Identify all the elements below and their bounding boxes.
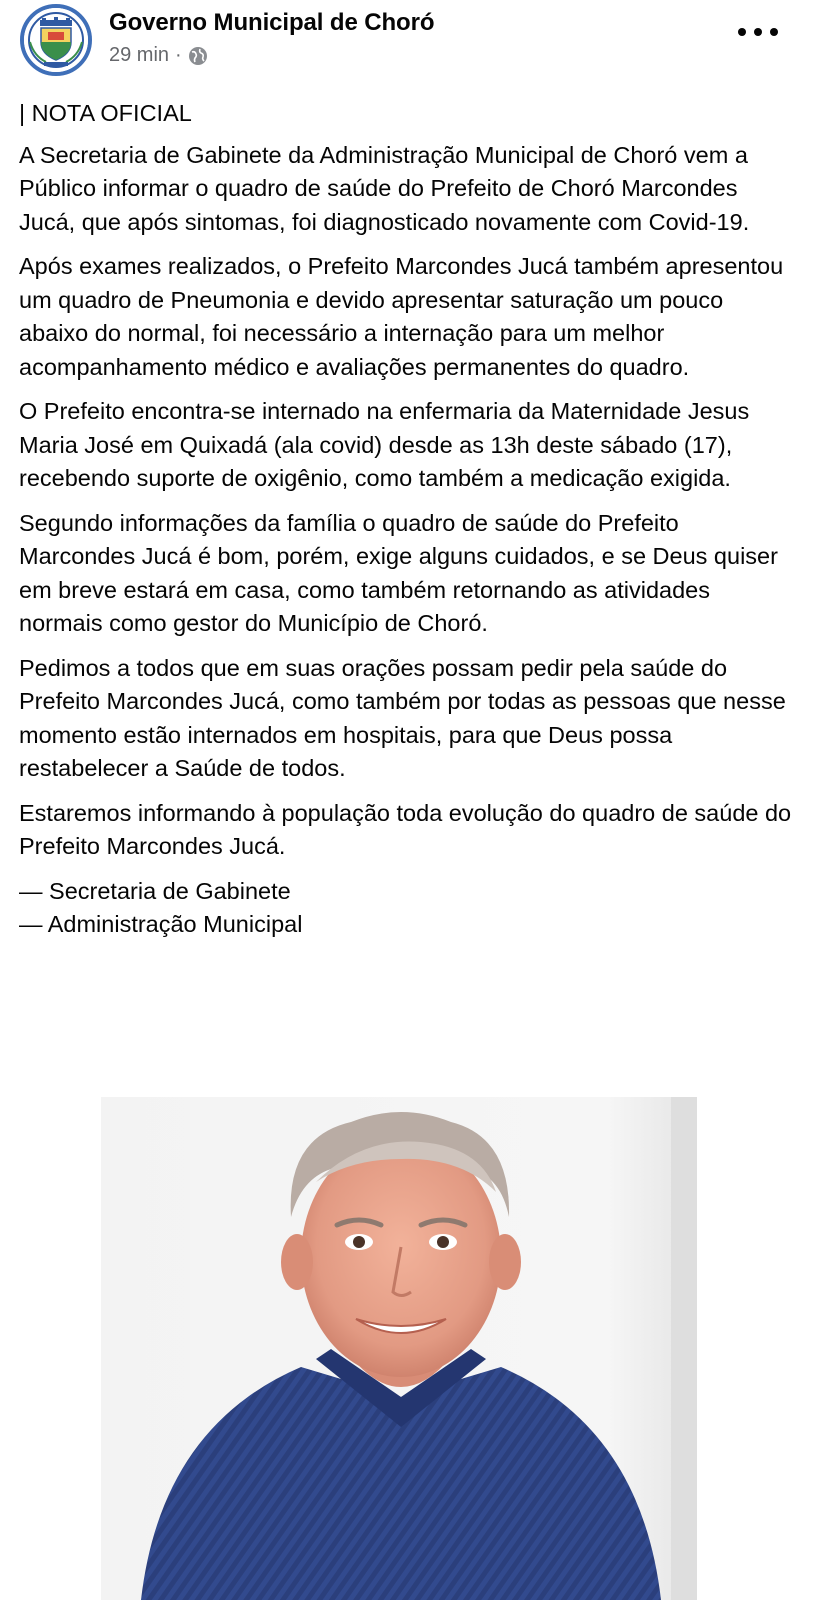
post-photo[interactable] <box>101 1097 697 1600</box>
post-header <box>0 0 814 96</box>
post-meta <box>109 44 208 67</box>
more-options-button[interactable] <box>738 22 778 42</box>
page-name[interactable]: Governo Municipal de Choró <box>109 9 435 36</box>
more-options-icon <box>754 28 762 36</box>
page-avatar[interactable] <box>20 4 92 76</box>
more-options-icon <box>738 28 746 36</box>
post-paragraph: Estaremos informando à população toda evolução do quadro de saúde do Prefeito Marcondes Jucá. <box>19 799 792 859</box>
globe-icon <box>188 46 208 66</box>
post-paragraph: O Prefeito encontra-se internado na enfermaria da Maternidade Jesus Maria José em Quixadá (ala covid) desde as 13h deste sábado (17), recebendo suporte de oxigênio, como também a medicação exigida. <box>19 398 750 491</box>
post-paragraph: A Secretaria de Gabinete da Administração Municipal de Choró vem a Público informar o quadro de saúde do Prefeito de Choró Marcondes Jucá, que após sintomas, foi diagnosticado novamente com Covid-19. <box>19 141 750 235</box>
portrait-image <box>101 1097 697 1600</box>
meta-separator: · <box>175 44 182 66</box>
signature-line: — Administração Municipal <box>19 911 303 937</box>
post-timestamp[interactable]: 29 min <box>109 44 170 66</box>
post-heading: | NOTA OFICIAL <box>19 100 192 126</box>
post-paragraph: Após exames realizados, o Prefeito Marcondes Jucá também apresentou um quadro de Pneumonia e devido apresentar saturação um pouco abaixo do normal, foi necessário a internação para um melhor acompanhamento médico e avaliações permanentes do quadro. <box>19 253 784 380</box>
more-options-icon <box>770 28 778 36</box>
post-body <box>19 97 794 942</box>
post-paragraph: Segundo informações da família o quadro de saúde do Prefeito Marcondes Jucá é bom, porém, exige alguns cuidados, e se Deus quiser em breve estará em casa, como também retornando as atividades normais como gestor do Município de Choró. <box>19 509 778 636</box>
post-paragraph: Pedimos a todos que em suas orações possam pedir pela saúde do Prefeito Marcondes Jucá, como também por todas as pessoas que nesse momento estão internados em hospitais, para que Deus possa restabelecer a Saúde de todos. <box>19 654 786 781</box>
signature-line: — Secretaria de Gabinete <box>19 877 291 904</box>
municipal-seal-icon <box>24 8 88 72</box>
